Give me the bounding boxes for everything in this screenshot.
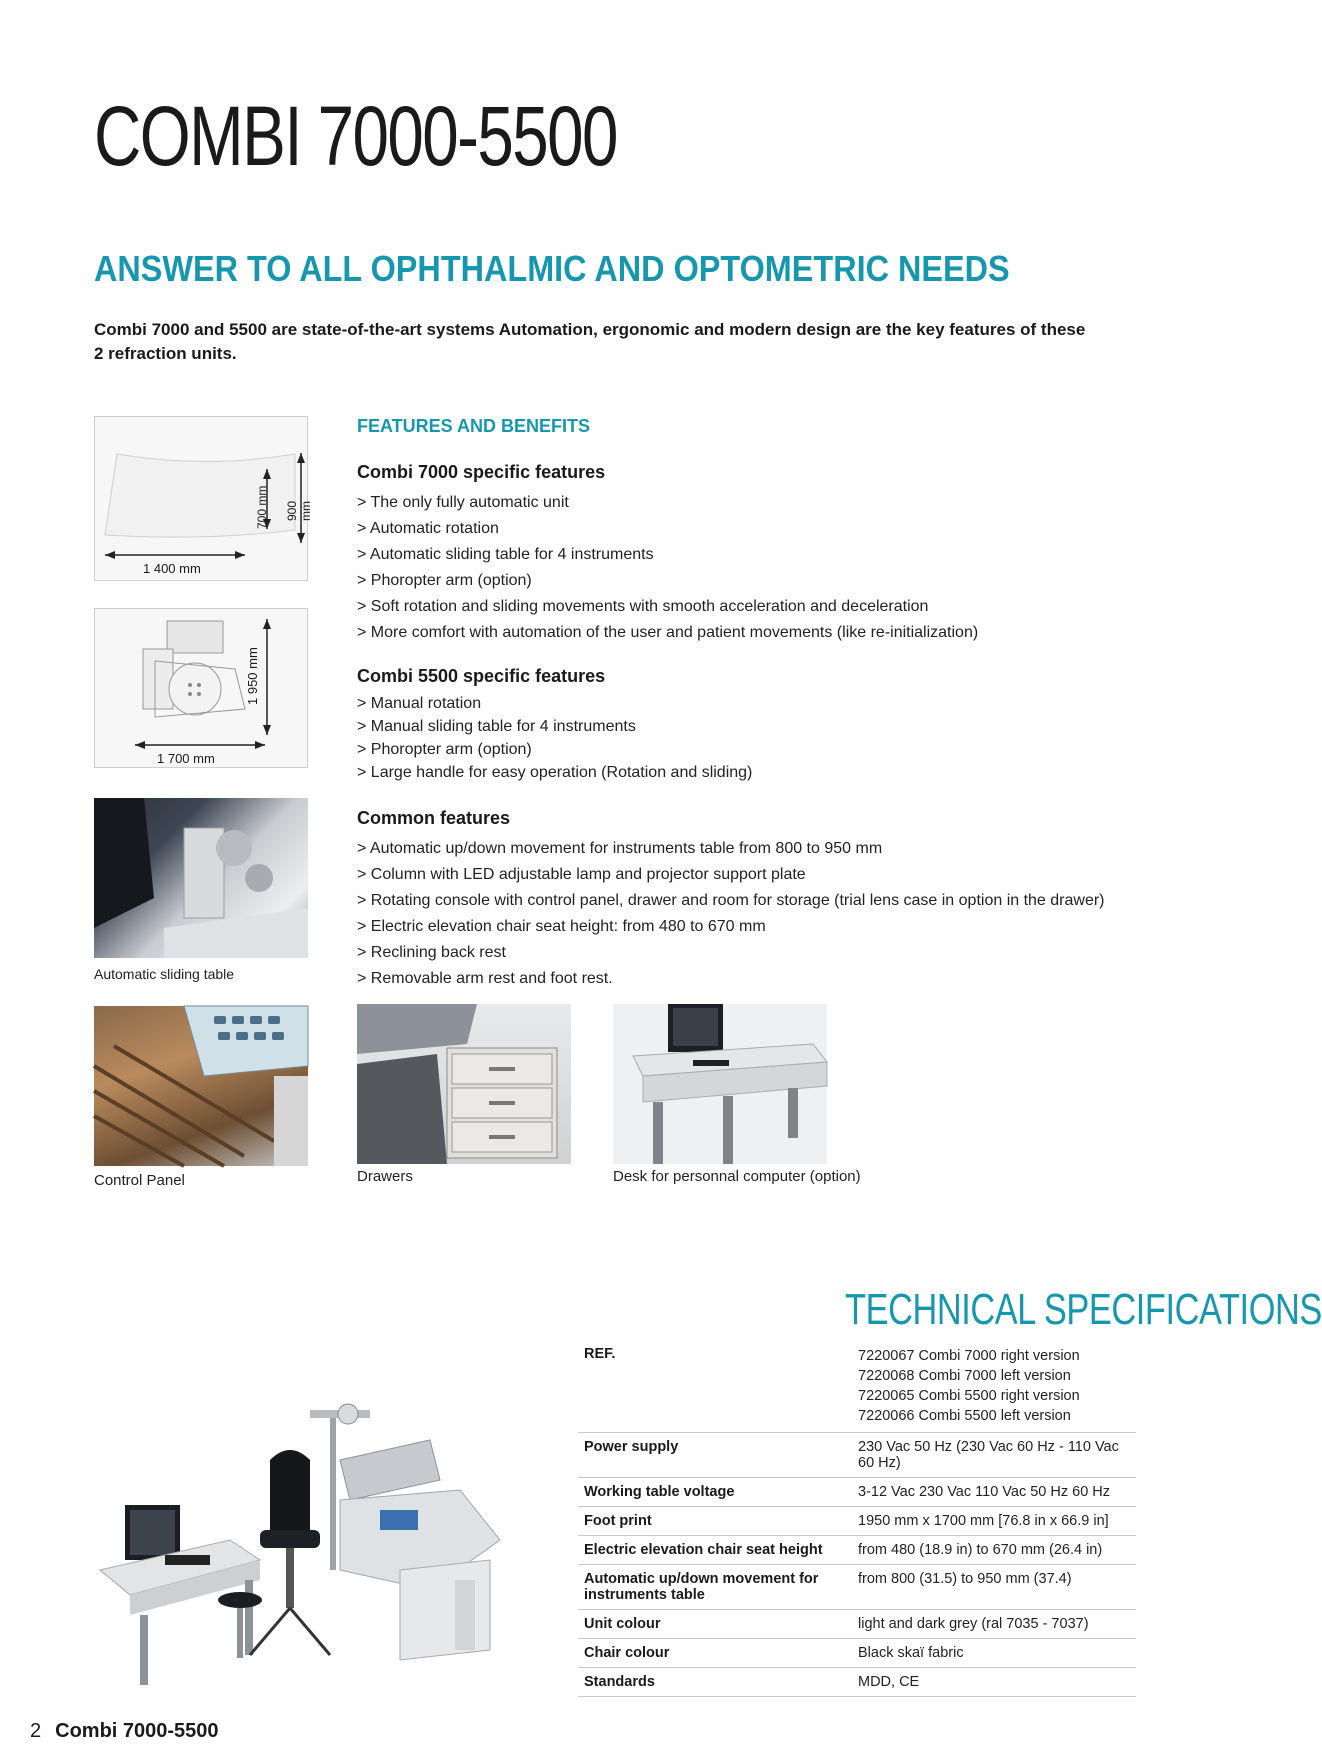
list-item: > Electric elevation chair seat height: from 480 to 670 mm	[357, 914, 1105, 940]
desk-photo	[613, 1004, 827, 1164]
spec-value-ref	[852, 1340, 1136, 1433]
desk-caption: Desk for personnal computer (option)	[613, 1168, 861, 1185]
sliding-table-caption: Automatic sliding table	[94, 966, 235, 982]
spec-label: Standards	[578, 1668, 852, 1697]
spec-label: Unit colour	[578, 1610, 852, 1639]
spec-label: Power supply	[578, 1433, 852, 1478]
unit-width-label: 1 700 mm	[157, 751, 215, 766]
footprint-diagram	[94, 416, 313, 581]
spec-value: 1950 mm x 1700 mm [76.8 in x 66.9 in]	[852, 1507, 1136, 1536]
control-panel-photo	[94, 1006, 308, 1166]
table-row	[578, 1668, 1136, 1697]
table-row	[578, 1478, 1136, 1507]
spec-value: 3-12 Vac 230 Vac 110 Vac 50 Hz 60 Hz	[852, 1478, 1136, 1507]
spec-value: MDD, CE	[852, 1668, 1136, 1697]
page-number: 2	[30, 1720, 42, 1742]
list-item: > More comfort with automation of the user and patient movements (like re-initialization)	[357, 620, 978, 646]
product-photo	[100, 1390, 520, 1690]
spec-label: Chair colour	[578, 1639, 852, 1668]
drawers-caption: Drawers	[357, 1168, 413, 1185]
spec-value: 230 Vac 50 Hz (230 Vac 60 Hz - 110 Vac 60 Hz)	[852, 1433, 1136, 1478]
list-item: > Phoropter arm (option)	[357, 738, 752, 761]
footprint-width-label: 1 400 mm	[143, 561, 201, 576]
list-item: > Rotating console with control panel, drawer and room for storage (trial lens case in option in the drawer)	[357, 888, 1105, 914]
spec-value: from 480 (18.9 in) to 670 mm (26.4 in)	[852, 1536, 1136, 1565]
table-row	[578, 1610, 1136, 1639]
footprint-depth1-label: 700 mm	[255, 485, 269, 529]
features-list-7000	[357, 490, 978, 646]
section-title-7000: Combi 7000 specific features	[357, 462, 606, 482]
spec-label: Working table voltage	[578, 1478, 852, 1507]
control-panel-caption: Control Panel	[94, 1172, 185, 1189]
spec-label: Electric elevation chair seat height	[578, 1536, 852, 1565]
drawers-photo	[357, 1004, 571, 1164]
table-row	[578, 1433, 1136, 1478]
footprint-depth2-label: 900 mm	[285, 500, 313, 521]
page-footer	[30, 1720, 219, 1743]
features-heading: FEATURES AND BENEFITS	[357, 416, 591, 436]
table-row	[578, 1507, 1136, 1536]
page-title: COMBI 7000-5500	[94, 89, 617, 183]
ref-line: 7220067 Combi 7000 right version	[858, 1348, 1080, 1364]
tech-specs-title: TECHNICAL SPECIFICATIONS	[845, 1285, 1322, 1334]
list-item: > Soft rotation and sliding movements with smooth acceleration and deceleration	[357, 594, 978, 620]
list-item: > Reclining back rest	[357, 940, 1105, 966]
unit-top-view-drawing	[95, 609, 307, 767]
spec-value: light and dark grey (ral 7035 - 7037)	[852, 1610, 1136, 1639]
spec-value: from 800 (31.5) to 950 mm (37.4)	[852, 1565, 1136, 1610]
page-subtitle: ANSWER TO ALL OPHTHALMIC AND OPTOMETRIC NEEDS	[94, 248, 1010, 289]
list-item: > The only fully automatic unit	[357, 490, 978, 516]
ref-line: 7220068 Combi 7000 left version	[858, 1368, 1071, 1384]
tech-specs-table	[578, 1340, 1136, 1697]
sliding-table-photo	[94, 798, 308, 958]
footer-title: Combi 7000-5500	[55, 1720, 219, 1742]
unit-height-label: 1 950 mm	[245, 647, 260, 705]
table-row	[578, 1639, 1136, 1668]
footprint-diagram-drawing	[95, 417, 307, 580]
spec-label: Foot print	[578, 1507, 852, 1536]
ref-line: 7220066 Combi 5500 left version	[858, 1408, 1071, 1424]
features-list-common	[357, 836, 1105, 992]
unit-top-view-diagram	[94, 608, 308, 768]
section-title-common: Common features	[357, 808, 511, 828]
list-item: > Column with LED adjustable lamp and projector support plate	[357, 862, 1105, 888]
spec-label: Automatic up/down movement for instruments table	[578, 1565, 852, 1610]
list-item: > Phoropter arm (option)	[357, 568, 978, 594]
list-item: > Removable arm rest and foot rest.	[357, 966, 1105, 992]
section-title-5500: Combi 5500 specific features	[357, 666, 606, 686]
spec-label: REF.	[578, 1340, 852, 1433]
list-item: > Manual sliding table for 4 instruments	[357, 715, 752, 738]
list-item: > Manual rotation	[357, 692, 752, 715]
list-item: > Automatic sliding table for 4 instruments	[357, 542, 978, 568]
table-row	[578, 1565, 1136, 1610]
list-item: > Automatic up/down movement for instruments table from 800 to 950 mm	[357, 836, 1105, 862]
intro-text: Combi 7000 and 5500 are state-of-the-art systems Automation, ergonomic and modern design are the key features of these 2 refraction units.	[94, 320, 1086, 363]
features-list-5500	[357, 692, 752, 784]
table-row	[578, 1536, 1136, 1565]
ref-line: 7220065 Combi 5500 right version	[858, 1388, 1080, 1404]
spec-value: Black skaï fabric	[852, 1639, 1136, 1668]
list-item: > Large handle for easy operation (Rotation and sliding)	[357, 761, 752, 784]
table-row	[578, 1340, 1136, 1433]
list-item: > Automatic rotation	[357, 516, 978, 542]
